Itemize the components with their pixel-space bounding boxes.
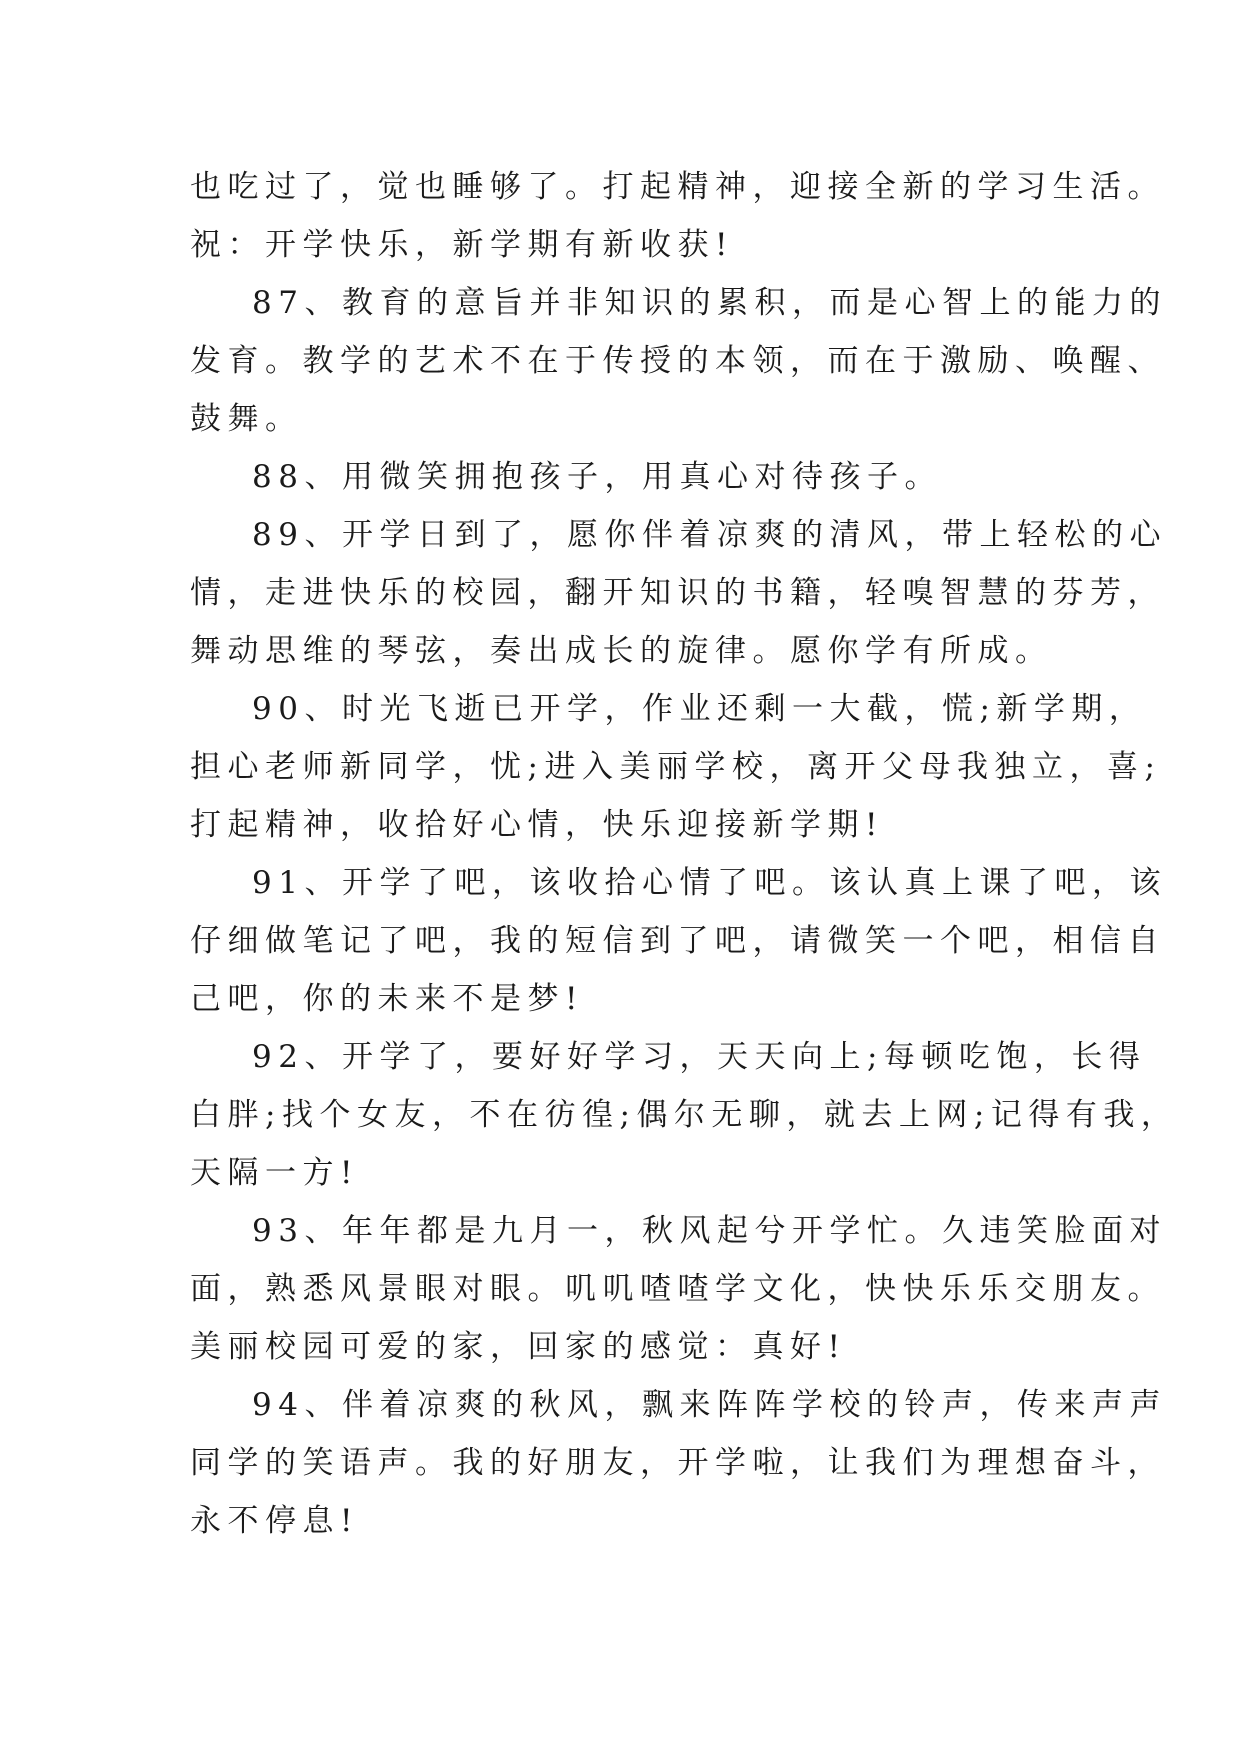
paragraph-first-line: 88、用微笑拥抱孩子，用真心对待孩子。 [252,459,942,495]
text-line: 美丽校园可爱的家，回家的感觉：真好! [190,1329,847,1365]
paragraph-first-line: 93、年年都是九月一，秋风起兮开学忙。久违笑脸面对 [252,1213,1167,1249]
paragraph-first-line: 89、开学日到了，愿你伴着凉爽的清风，带上轻松的心 [252,517,1167,553]
text-line: 永不停息! [190,1503,359,1539]
paragraph-first-line: 90、时光飞逝已开学，作业还剩一大截，慌;新学期， [252,691,1147,727]
paragraph-first-line: 91、开学了吧，该收拾心情了吧。该认真上课了吧，该 [252,865,1167,901]
paragraph-first-line: 87、教育的意旨并非知识的累积，而是心智上的能力的 [252,285,1167,321]
text-line: 面，熟悉风景眼对眼。叽叽喳喳学文化，快快乐乐交朋友。 [190,1271,1165,1307]
paragraph-first-line: 94、伴着凉爽的秋风，飘来阵阵学校的铃声，传来声声 [252,1387,1167,1423]
text-line: 也吃过了，觉也睡够了。打起精神，迎接全新的学习生活。 [190,169,1165,205]
text-line: 鼓舞。 [190,401,303,437]
text-line: 仔细做笔记了吧，我的短信到了吧，请微笑一个吧，相信自 [190,923,1165,959]
text-line: 天隔一方! [190,1155,359,1191]
paragraph-first-line: 92、开学了，要好好学习，天天向上;每顿吃饱，长得 [252,1039,1147,1075]
text-line: 白胖;找个女友，不在彷徨;偶尔无聊，就去上网;记得有我， [190,1097,1179,1133]
text-line: 己吧，你的未来不是梦! [190,981,584,1017]
text-line: 发育。教学的艺术不在于传授的本领，而在于激励、唤醒、 [190,343,1165,379]
text-line: 同学的笑语声。我的好朋友，开学啦，让我们为理想奋斗， [190,1445,1165,1481]
text-line: 担心老师新同学，忧;进入美丽学校，离开父母我独立，喜; [190,749,1162,785]
text-line: 打起精神，收拾好心情，快乐迎接新学期! [190,807,884,843]
text-line: 情，走进快乐的校园，翻开知识的书籍，轻嗅智慧的芬芳， [190,575,1165,611]
text-line: 舞动思维的琴弦，奏出成长的旋律。愿你学有所成。 [190,633,1053,669]
text-line: 祝：开学快乐，新学期有新收获! [190,227,734,263]
